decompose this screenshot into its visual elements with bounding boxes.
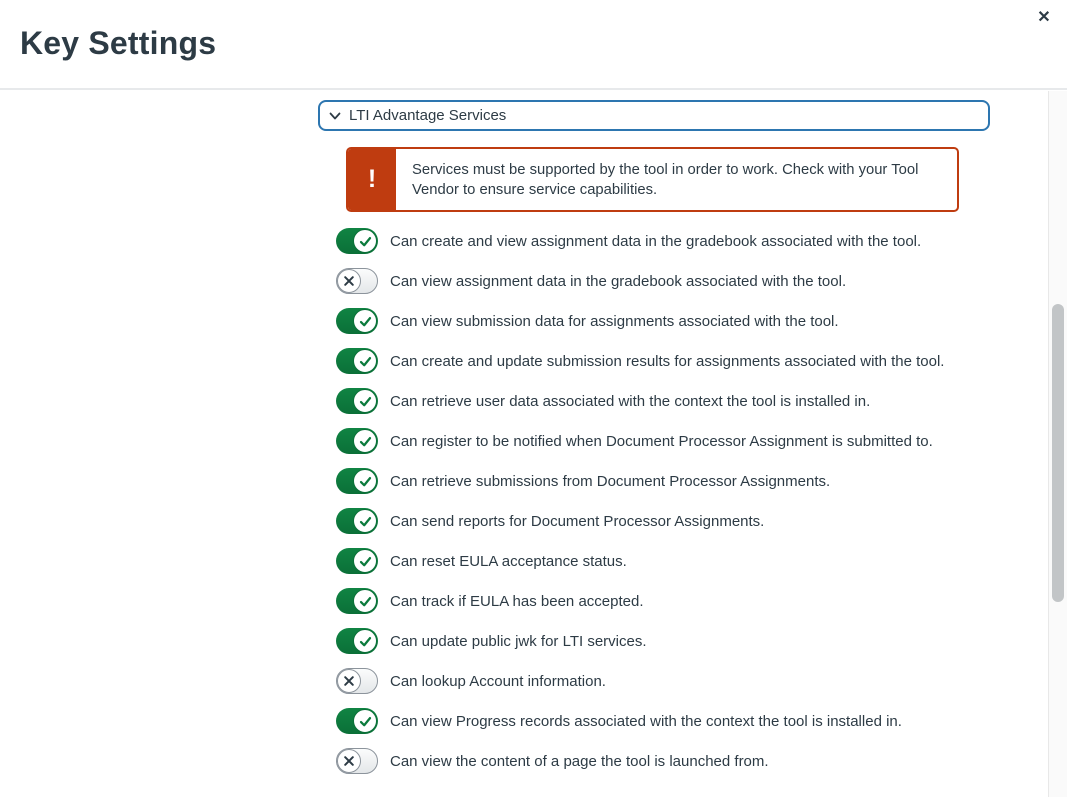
chevron-down-icon	[327, 108, 343, 124]
service-row	[318, 541, 990, 581]
check-icon	[358, 434, 373, 449]
toggle-knob	[353, 709, 377, 733]
x-icon	[343, 275, 355, 287]
scrollbar-track[interactable]	[1048, 91, 1067, 797]
service-label: Can reset EULA acceptance status.	[390, 552, 627, 570]
exclamation-glyph: !	[367, 165, 377, 193]
service-row	[318, 621, 990, 661]
alert-body	[396, 149, 950, 210]
check-icon	[358, 554, 373, 569]
warning-alert	[346, 147, 959, 212]
service-label: Can view assignment data in the gradebook associated with the tool.	[390, 272, 847, 290]
service-label: Can create and update submission results for assignments associated with the tool.	[390, 352, 945, 370]
toggle-knob	[353, 309, 377, 333]
service-toggle[interactable]	[336, 508, 378, 534]
service-toggle[interactable]	[336, 628, 378, 654]
service-label: Can create and view assignment data in the gradebook associated with the tool.	[390, 232, 922, 250]
alert-message: Services must be supported by the tool in order to work. Check with your Tool Vendor to ensure service capabilities.	[412, 161, 919, 198]
service-row	[318, 301, 990, 341]
service-row	[318, 581, 990, 621]
toggle-knob	[353, 629, 377, 653]
service-toggle[interactable]	[336, 388, 378, 414]
service-row	[318, 741, 990, 781]
x-icon	[343, 755, 355, 767]
check-icon	[358, 314, 373, 329]
toggle-knob	[353, 549, 377, 573]
service-row	[318, 701, 990, 741]
service-label: Can send reports for Document Processor Assignments.	[390, 512, 765, 530]
toggle-knob	[353, 429, 377, 453]
check-icon	[358, 234, 373, 249]
check-icon	[358, 594, 373, 609]
modal-header	[0, 0, 1067, 90]
service-label: Can update public jwk for LTI services.	[390, 632, 647, 650]
toggle-knob	[353, 589, 377, 613]
service-toggle[interactable]	[336, 308, 378, 334]
toggle-knob	[353, 389, 377, 413]
service-row	[318, 261, 990, 301]
service-toggle[interactable]	[336, 268, 378, 294]
toggle-knob	[353, 469, 377, 493]
section-label: LTI Advantage Services	[349, 107, 507, 124]
service-label: Can track if EULA has been accepted.	[390, 592, 644, 610]
services-list	[318, 221, 990, 781]
toggle-knob	[337, 749, 361, 773]
service-row	[318, 661, 990, 701]
service-label: Can view the content of a page the tool is launched from.	[390, 752, 769, 770]
check-icon	[358, 714, 373, 729]
service-toggle[interactable]	[336, 748, 378, 774]
toggle-knob	[353, 349, 377, 373]
modal-title: Key Settings	[20, 24, 217, 61]
toggle-knob	[337, 669, 361, 693]
section-toggle-lti-advantage-services[interactable]	[318, 100, 990, 131]
service-toggle[interactable]	[336, 468, 378, 494]
check-icon	[358, 514, 373, 529]
service-toggle[interactable]	[336, 548, 378, 574]
toggle-knob	[337, 269, 361, 293]
service-label: Can register to be notified when Document Processor Assignment is submitted to.	[390, 432, 933, 450]
toggle-knob	[353, 229, 377, 253]
service-label: Can retrieve user data associated with the context the tool is installed in.	[390, 392, 871, 410]
service-label: Can lookup Account information.	[390, 672, 606, 690]
service-row	[318, 461, 990, 501]
service-toggle[interactable]	[336, 708, 378, 734]
service-toggle[interactable]	[336, 428, 378, 454]
service-row	[318, 341, 990, 381]
check-icon	[358, 474, 373, 489]
service-row	[318, 421, 990, 461]
scrollbar-thumb[interactable]	[1052, 304, 1064, 602]
service-toggle[interactable]	[336, 668, 378, 694]
service-row	[318, 221, 990, 261]
service-label: Can retrieve submissions from Document Processor Assignments.	[390, 472, 831, 490]
service-toggle[interactable]	[336, 228, 378, 254]
service-toggle[interactable]	[336, 348, 378, 374]
service-label: Can view submission data for assignments associated with the tool.	[390, 312, 839, 330]
service-toggle[interactable]	[336, 588, 378, 614]
x-icon	[343, 675, 355, 687]
close-button[interactable]	[1031, 5, 1057, 31]
close-icon: ✕	[1037, 9, 1051, 26]
service-row	[318, 381, 990, 421]
check-icon	[358, 634, 373, 649]
key-settings-content	[318, 100, 990, 781]
toggle-knob	[353, 509, 377, 533]
service-label: Can view Progress records associated with the context the tool is installed in.	[390, 712, 902, 730]
check-icon	[358, 354, 373, 369]
service-row	[318, 501, 990, 541]
check-icon	[358, 394, 373, 409]
exclamation-icon	[348, 149, 396, 210]
